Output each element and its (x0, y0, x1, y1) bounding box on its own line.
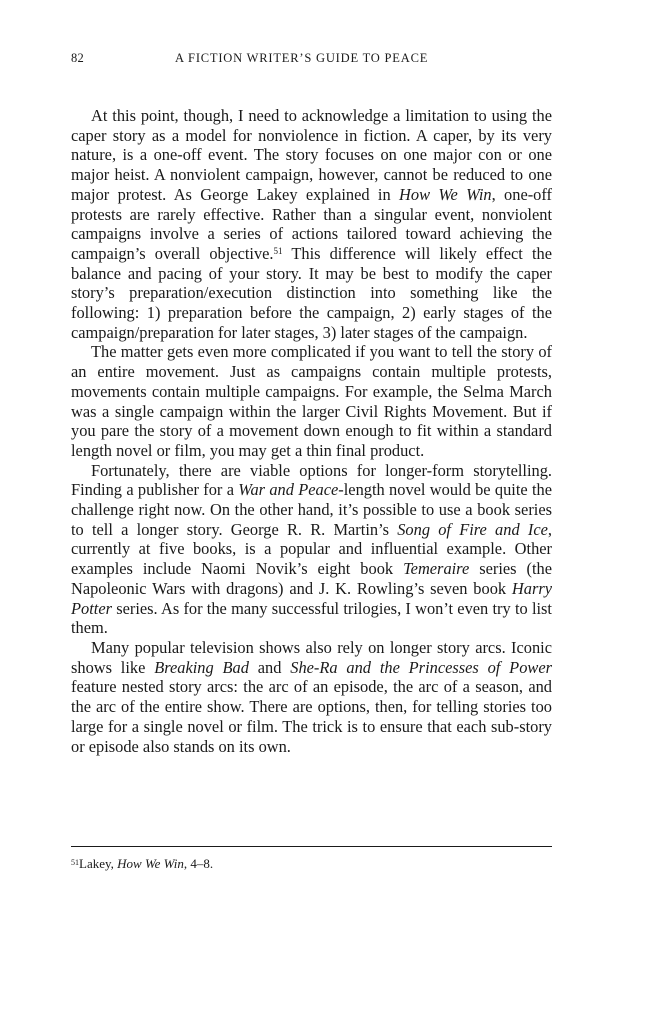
footnote-number: 51 (71, 858, 79, 867)
italic-title: Temeraire (403, 559, 470, 579)
text-segment: series. As for the many successful trilogies, I won’t even try to list them. (71, 598, 552, 638)
text-segment: This difference will likely effect the balance and pacing of your story. It may be best to modify the caper story’s preparation/execution distinction into something like the following: 1) preparation before the campaign, 2) early stages of the campaign/preparation for later stages, 3) later stages of the campaign. (71, 243, 552, 342)
text-segment: series (the Napoleonic Wars with dragons) and J. K. Rowling’s seven book (71, 559, 552, 598)
text-segment: Fortunately, there are viable options for longer-form storytelling. Finding a publisher for a (71, 460, 552, 500)
italic-title: Song of Fire and Ice (397, 519, 548, 539)
text-segment: At this point, though, I need to acknowledge a limitation to using the caper story as a model for nonviolence in fiction. A caper, by its very nature, is a one-off event. The story focuses on one major con or one major heist. A nonviolent campaign, however, cannot be reduced to one major protest. As George Lakey explained in (71, 106, 552, 204)
paragraph (71, 106, 552, 342)
text-segment: , 4–8. (183, 856, 214, 871)
text-segment: feature nested story arcs: the arc of an episode, the arc of a season, and the arc of the entire show. There are options, then, for telling stories too large for a single novel or film. The trick is to ensure that each sub-story or episode also stands on its own. (71, 677, 552, 756)
text-segment: -length novel would be quite the challenge right now. On the other hand, it’s possible to use a book series to tell a longer story. George R. R. Martin’s (71, 480, 553, 539)
text-segment: Lakey, (79, 856, 118, 871)
italic-title: She-Ra and the Princesses of Power (290, 657, 552, 677)
italic-title: How We Win (399, 184, 492, 204)
footnote-reference: 51 (273, 245, 283, 256)
paragraph (71, 342, 552, 460)
text-segment: , one-off protests are rarely effective. Rather than a singular event, nonviolent campaigns involve a series of actions tailored toward achieving the campaign’s overall objective. (71, 184, 552, 263)
italic-title: Harry Potter (71, 578, 552, 618)
running-head: A FICTION WRITER’S GUIDE TO PEACE (175, 51, 429, 65)
footnote-divider (71, 846, 552, 847)
text-segment: The matter gets even more complicated if you want to tell the story of an entire movement. Just as campaigns contain multiple protests, movements contain multiple campaigns. For example, the Selma March was a single campaign within the larger Civil Rights Movement. But if you pare the story of a movement down enough to fit within a standard length novel or film, you may get a thin final product. (71, 342, 552, 460)
italic-title: War and Peace (238, 480, 339, 500)
text-segment: , currently at five books, is a popular and influential example. Other examples include Naomi Novik’s eight book (71, 519, 552, 579)
footnote (71, 855, 552, 872)
italic-title: Breaking Bad (154, 657, 249, 677)
page-header (71, 51, 552, 71)
page-number: 82 (71, 51, 85, 65)
italic-title: How We Win (117, 856, 184, 871)
paragraph (71, 461, 552, 638)
body-text (71, 106, 552, 756)
text-segment: Many popular television shows also rely on longer story arcs. Iconic shows like (71, 637, 552, 677)
paragraph (71, 638, 552, 756)
text-segment: and (248, 657, 291, 677)
